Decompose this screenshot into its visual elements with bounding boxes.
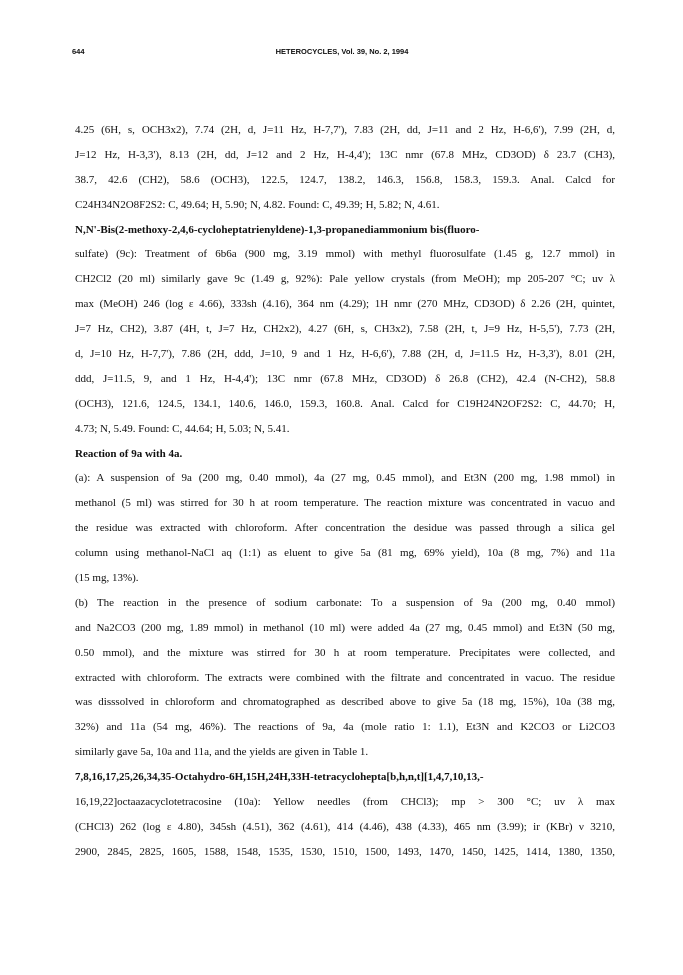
text-line: J=12 Hz, H-3,3'), 8.13 (2H, dd, J=12 and 2 Hz, H-4,4'); 13C nmr (67.8 MHz, CD3OD) δ 23.7 (CH3), [75,148,615,161]
text-line: max (MeOH) 246 (log ε 4.66), 333sh (4.16), 364 nm (4.29); 1H nmr (270 MHz, CD3OD) δ 2.26 (2H, quintet, [75,298,615,311]
text-line: 38.7, 42.6 (CH2), 58.6 (OCH3), 122.5, 124.7, 138.2, 146.3, 156.8, 158.3, 159.3. Anal. Calcd for [75,173,615,186]
journal-citation: HETEROCYCLES, Vol. 39, No. 2, 1994 [275,47,409,56]
text-line: column using methanol-NaCl aq (1:1) as eluent to give 5a (81 mg, 69% yield), 10a (8 mg, 7%) and 11a [75,547,615,560]
text-line: methanol (5 ml) was stirred for 30 h at room temperature. The reaction mixture was concentrated in vacuo and [75,497,615,510]
text-line: extracted with chloroform. The extracts were combined with the filtrate and concentrated in vacuo. The residue [75,671,615,684]
text-line: J=7 Hz, CH2), 3.87 (4H, t, J=7 Hz, CH2x2), 4.27 (6H, s, CH3x2), 7.58 (2H, t, J=9 Hz, H-5,5'), 7.73 (2H, [75,323,615,336]
section-heading: Reaction of 9a with 4a. [75,447,183,460]
text-line: sulfate) (9c): Treatment of 6b6a (900 mg, 3.19 mmol) with methyl fluorosulfate (1.45 g, 12.7 mmol) in [75,248,615,261]
compound-heading: 7,8,16,17,25,26,34,35-Octahydro-6H,15H,24H,33H-tetracyclohepta[b,h,n,t][1,4,7,10,13,- [75,771,484,784]
text-line: 4.73; N, 5.49. Found: C, 44.64; H, 5.03; N, 5.41. [75,422,290,435]
text-line: 32%) and 11a (54 mg, 46%). The reactions of 9a, 4a (mole ratio 1: 1.1), Et3N and K2CO3 or Li2CO3 [75,721,615,734]
text-line: (OCH3), 121.6, 124.5, 134.1, 140.6, 146.0, 159.3, 160.8. Anal. Calcd for C19H24N2OF2S2: C, 44.70; H, [75,397,615,410]
text-line: (15 mg, 13%). [75,572,139,585]
text-line: was disssolved in chloroform and chromatographed as described above to give 5a (18 mg, 15%), 10a (38 mg, [75,696,615,709]
text-line: the residue was extracted with chloroform. After concentration the desidue was passed through a silica gel [75,522,615,535]
compound-heading: N,N'-Bis(2-methoxy-2,4,6-cycloheptatrienyldene)-1,3-propanediammonium bis(fluoro- [75,223,480,236]
text-line: and Na2CO3 (200 mg, 1.89 mmol) in methanol (10 ml) were added 4a (27 mg, 0.45 mmol) and Et3N (50 mg, [75,621,615,634]
text-line: (a): A suspension of 9a (200 mg, 0.40 mmol), 4a (27 mg, 0.45 mmol), and Et3N (200 mg, 1.98 mmol) in [75,472,615,485]
article-body [75,123,615,870]
text-line: C24H34N2O8F2S2: C, 49.64; H, 5.90; N, 4.82. Found: C, 49.39; H, 5.82; N, 4.61. [75,198,440,211]
text-line: (CHCl3) 262 (log ε 4.80), 345sh (4.51), 362 (4.61), 414 (4.46), 438 (4.33), 465 nm (3.99); ir (KBr) ν 3210, [75,820,615,833]
text-line: 0.50 mmol), and the mixture was stirred for 30 h at room temperature. Precipitates were collected, and [75,646,615,659]
text-line: (b) The reaction in the presence of sodium carbonate: To a suspension of 9a (200 mg, 0.40 mmol) [75,596,615,609]
page-number: 644 [72,47,85,56]
page-header [72,47,612,61]
text-line: 16,19,22]octaazacyclotetracosine (10a): Yellow needles (from CHCl3); mp > 300 °C; uv λ max [75,796,615,809]
text-line: ddd, J=11.5, 9, and 1 Hz, H-4,4'); 13C nmr (67.8 MHz, CD3OD) δ 26.8 (CH2), 42.4 (N-CH2), 58.8 [75,372,615,385]
text-line: d, J=10 Hz, H-7,7'), 7.86 (2H, ddd, J=10, 9 and 1 Hz, H-6,6'), 7.88 (2H, d, J=11.5 Hz, H-3,3'), 8.01 (2H, [75,348,615,361]
text-line: CH2Cl2 (20 ml) similarly gave 9c (1.49 g, 92%): Pale yellow crystals (from MeOH); mp 205-207 °C; uv λ [75,273,615,286]
text-line: 4.25 (6H, s, OCH3x2), 7.74 (2H, d, J=11 Hz, H-7,7'), 7.83 (2H, dd, J=11 and 2 Hz, H-6,6'), 7.99 (2H, d, [75,124,615,136]
text-line: 2900, 2845, 2825, 1605, 1588, 1548, 1535, 1530, 1510, 1500, 1493, 1470, 1450, 1425, 1414, 1380, 1350, [75,845,615,858]
text-line: similarly gave 5a, 10a and 11a, and the yields are given in Table 1. [75,746,369,759]
